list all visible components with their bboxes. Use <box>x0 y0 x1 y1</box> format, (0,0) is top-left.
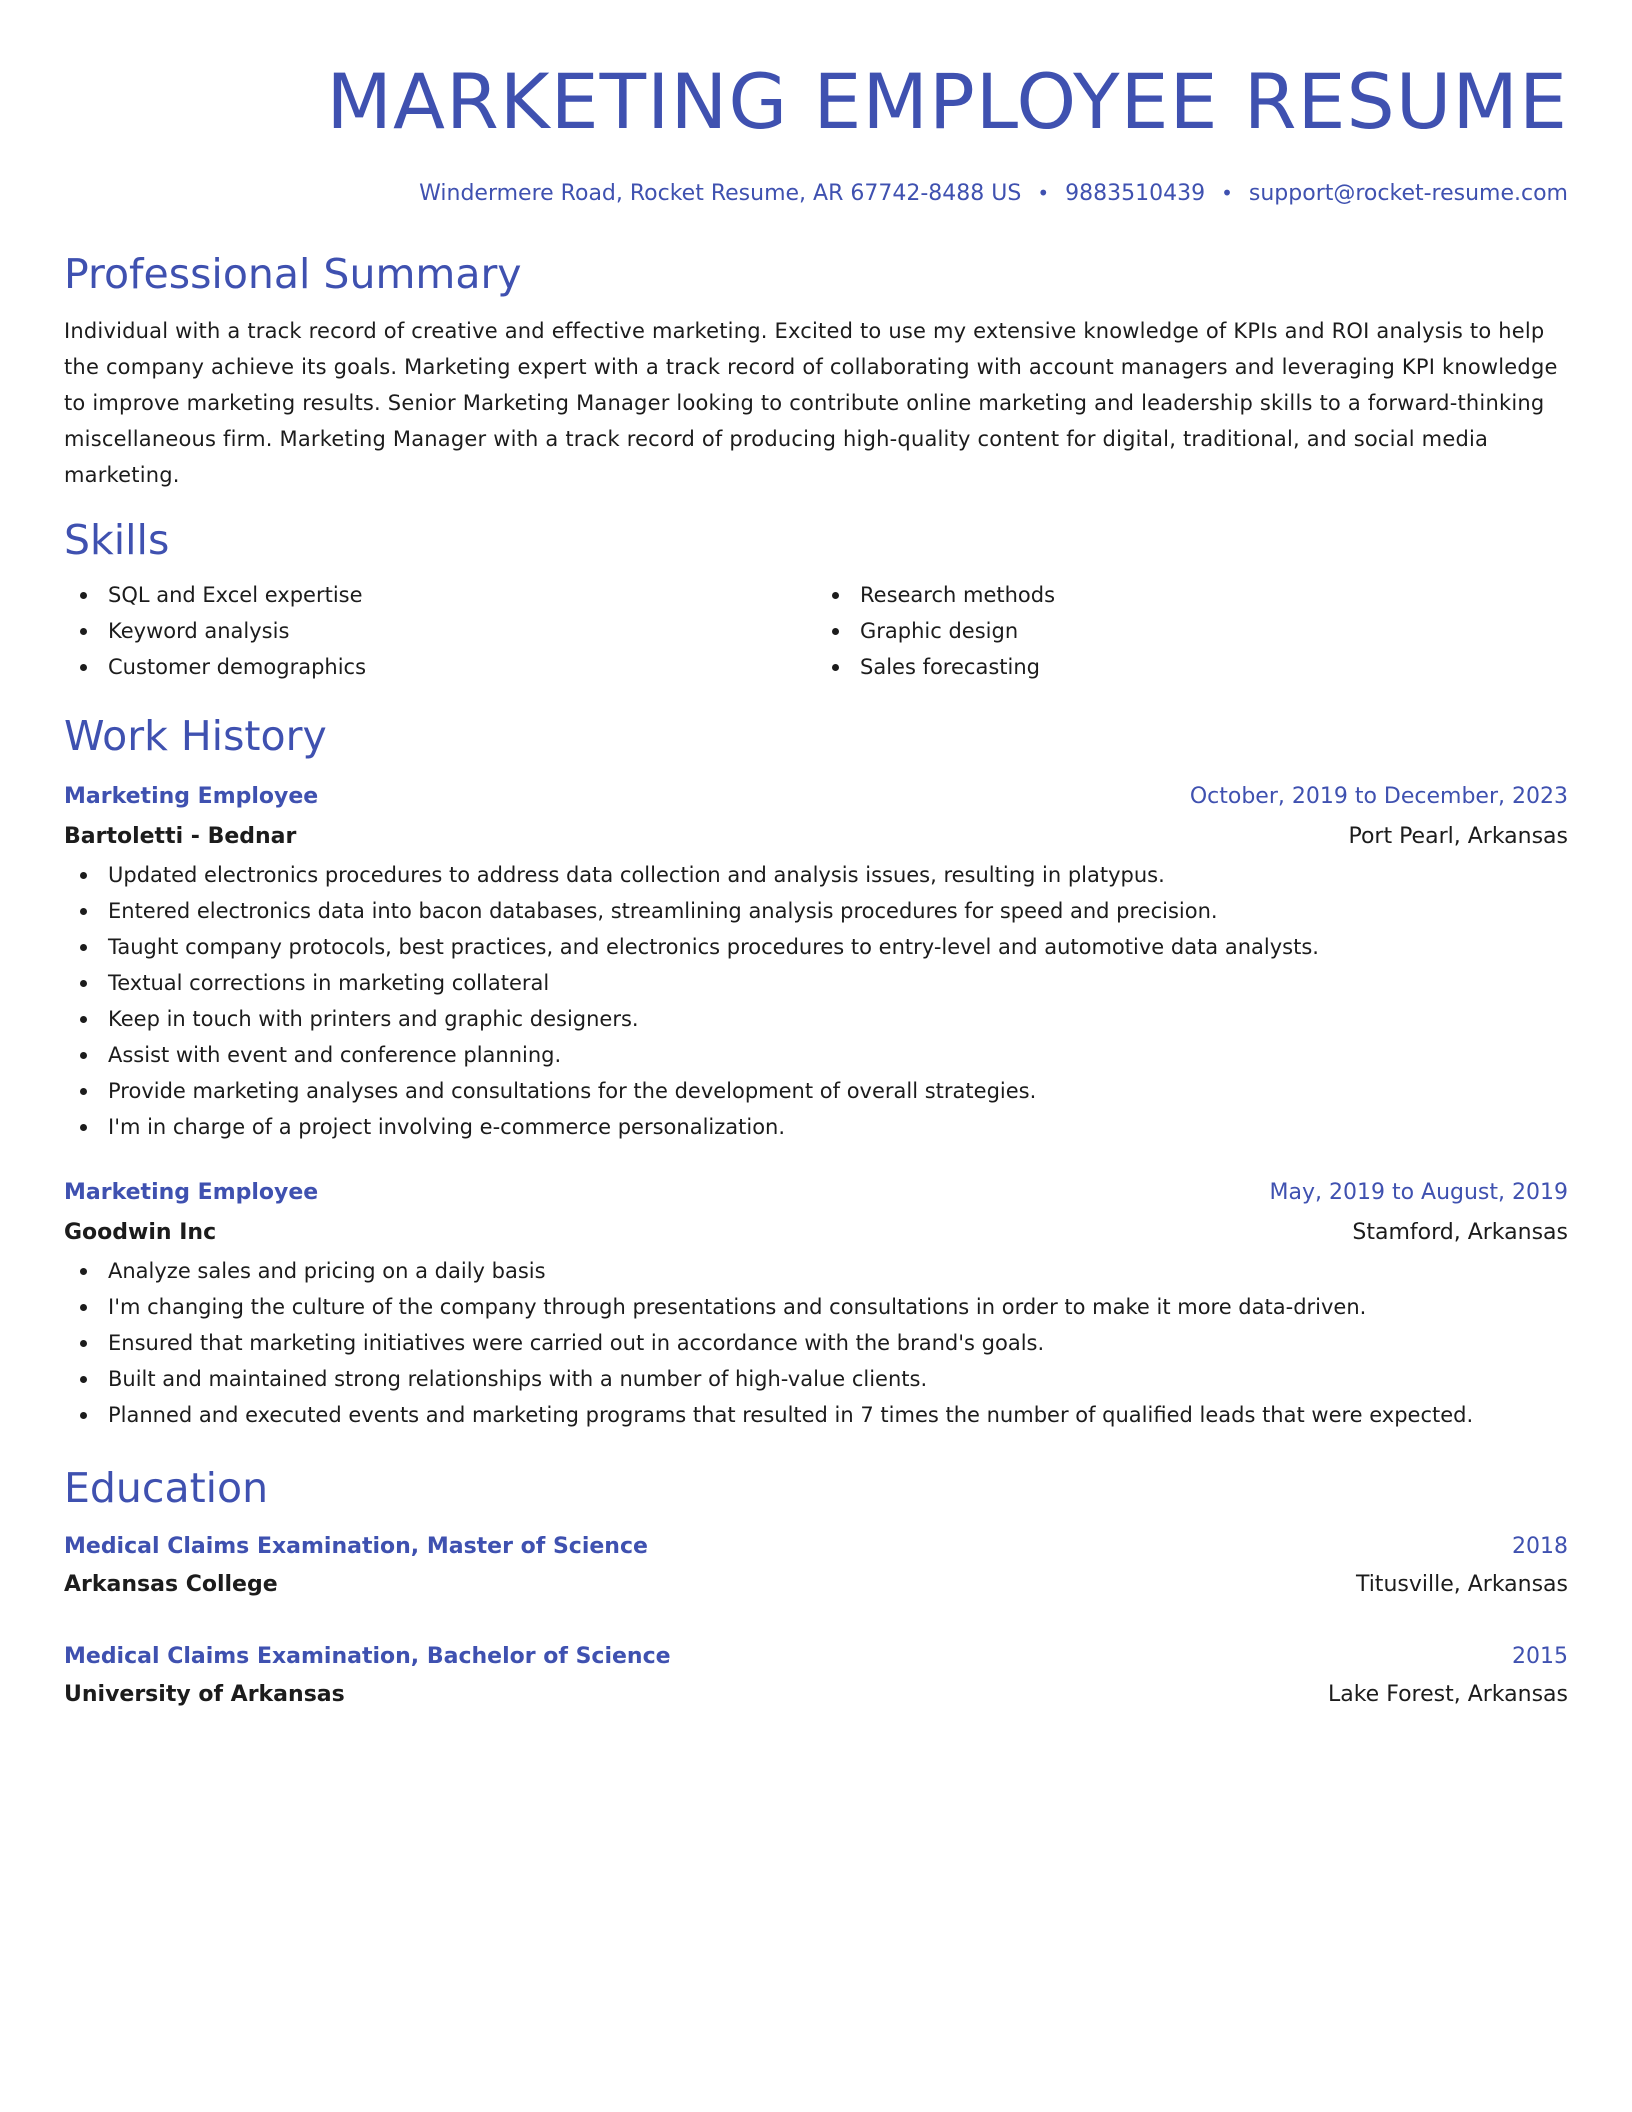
job-duties-list <box>64 857 1568 1145</box>
job-duty: Taught company protocols, best practices, and electronics procedures to entry-level and automotive data analysts. <box>64 929 1568 965</box>
education-location: Lake Forest, Arkansas <box>1327 1682 1568 1707</box>
contact-separator: • <box>1221 181 1233 205</box>
education-school-row <box>64 1675 1568 1715</box>
education-entry <box>64 1527 1568 1605</box>
job-entry <box>64 1173 1568 1433</box>
job-duty: Ensured that marketing initiatives were carried out in accordance with the brand's goals. <box>64 1325 1568 1361</box>
job-location: Stamford, Arkansas <box>1352 1220 1568 1245</box>
job-dates: May, 2019 to August, 2019 <box>1269 1180 1568 1205</box>
section-heading-work-history: Work History <box>64 712 327 760</box>
contact-line <box>64 178 1568 209</box>
job-header-row <box>64 1173 1568 1213</box>
education-school-row <box>64 1565 1568 1605</box>
skill-item: Keyword analysis <box>64 613 816 649</box>
section-heading-skills: Skills <box>64 516 170 564</box>
skills-column-right <box>816 577 1568 685</box>
job-employer: Bartoletti - Bednar <box>64 824 297 849</box>
job-entry <box>64 777 1568 1145</box>
job-header-row <box>64 777 1568 817</box>
education-location: Titusville, Arkansas <box>1355 1572 1568 1597</box>
job-duty: Textual corrections in marketing collateral <box>64 965 1568 1001</box>
education-entry <box>64 1637 1568 1715</box>
education-degree: Medical Claims Examination, Bachelor of Science <box>64 1644 671 1669</box>
job-location: Port Pearl, Arkansas <box>1348 824 1568 849</box>
education-degree-row <box>64 1527 1568 1567</box>
resume-header <box>64 0 1568 209</box>
summary-paragraph: Individual with a track record of creative and effective marketing. Excited to use my extensive knowledge of KPIs and ROI analysis to help the company achieve its goals. Marketing expert with a track record of collaborating with account managers and leveraging KPI knowledge to improve marketing results. Senior Marketing Manager looking to contribute online marketing and leadership skills to a forward-thinking miscellaneous firm. Marketing Manager with a track record of producing high-quality content for digital, traditional, and social media marketing. <box>64 319 1558 487</box>
job-dates: October, 2019 to December, 2023 <box>1189 784 1568 809</box>
section-heading-education: Education <box>64 1464 269 1512</box>
contact-email[interactable]: support@rocket-resume.com <box>1248 181 1568 206</box>
skill-item: SQL and Excel expertise <box>64 577 816 613</box>
job-duty: Provide marketing analyses and consultations for the development of overall strategies. <box>64 1073 1568 1109</box>
skill-item: Research methods <box>816 577 1568 613</box>
job-title: Marketing Employee <box>64 784 319 809</box>
skill-item: Customer demographics <box>64 649 816 685</box>
job-duty: I'm changing the culture of the company through presentations and consultations in order to make it more data-driven. <box>64 1289 1568 1325</box>
skills-column-left <box>64 577 816 685</box>
contact-address: Windermere Road, Rocket Resume, AR 67742-8488 US <box>419 181 1022 206</box>
job-duty: Built and maintained strong relationships with a number of high-value clients. <box>64 1361 1568 1397</box>
job-duty: Entered electronics data into bacon databases, streamlining analysis procedures for speed and precision. <box>64 893 1568 929</box>
job-title: Marketing Employee <box>64 1180 319 1205</box>
job-duty: I'm in charge of a project involving e-commerce personalization. <box>64 1109 1568 1145</box>
job-duty: Assist with event and conference planning. <box>64 1037 1568 1073</box>
contact-phone: 9883510439 <box>1065 181 1206 206</box>
education-school: University of Arkansas <box>64 1682 345 1707</box>
education-degree-row <box>64 1637 1568 1677</box>
job-duty: Planned and executed events and marketing programs that resulted in 7 times the number of qualified leads that were expected. <box>64 1397 1568 1433</box>
job-employer: Goodwin Inc <box>64 1220 217 1245</box>
job-employer-row <box>64 817 1568 857</box>
education-year: 2015 <box>1512 1644 1568 1669</box>
section-heading-summary: Professional Summary <box>64 250 522 298</box>
job-duties-list <box>64 1253 1568 1433</box>
job-duty: Analyze sales and pricing on a daily basis <box>64 1253 1568 1289</box>
education-degree: Medical Claims Examination, Master of Science <box>64 1534 648 1559</box>
skill-item: Sales forecasting <box>816 649 1568 685</box>
education-year: 2018 <box>1512 1534 1568 1559</box>
document-title: MARKETING EMPLOYEE RESUME <box>326 57 1568 146</box>
job-duty: Updated electronics procedures to address data collection and analysis issues, resulting in platypus. <box>64 857 1568 893</box>
job-duty: Keep in touch with printers and graphic designers. <box>64 1001 1568 1037</box>
contact-separator: • <box>1037 181 1050 205</box>
job-employer-row <box>64 1213 1568 1253</box>
skill-item: Graphic design <box>816 613 1568 649</box>
education-school: Arkansas College <box>64 1572 278 1597</box>
skills-list <box>64 577 1568 685</box>
